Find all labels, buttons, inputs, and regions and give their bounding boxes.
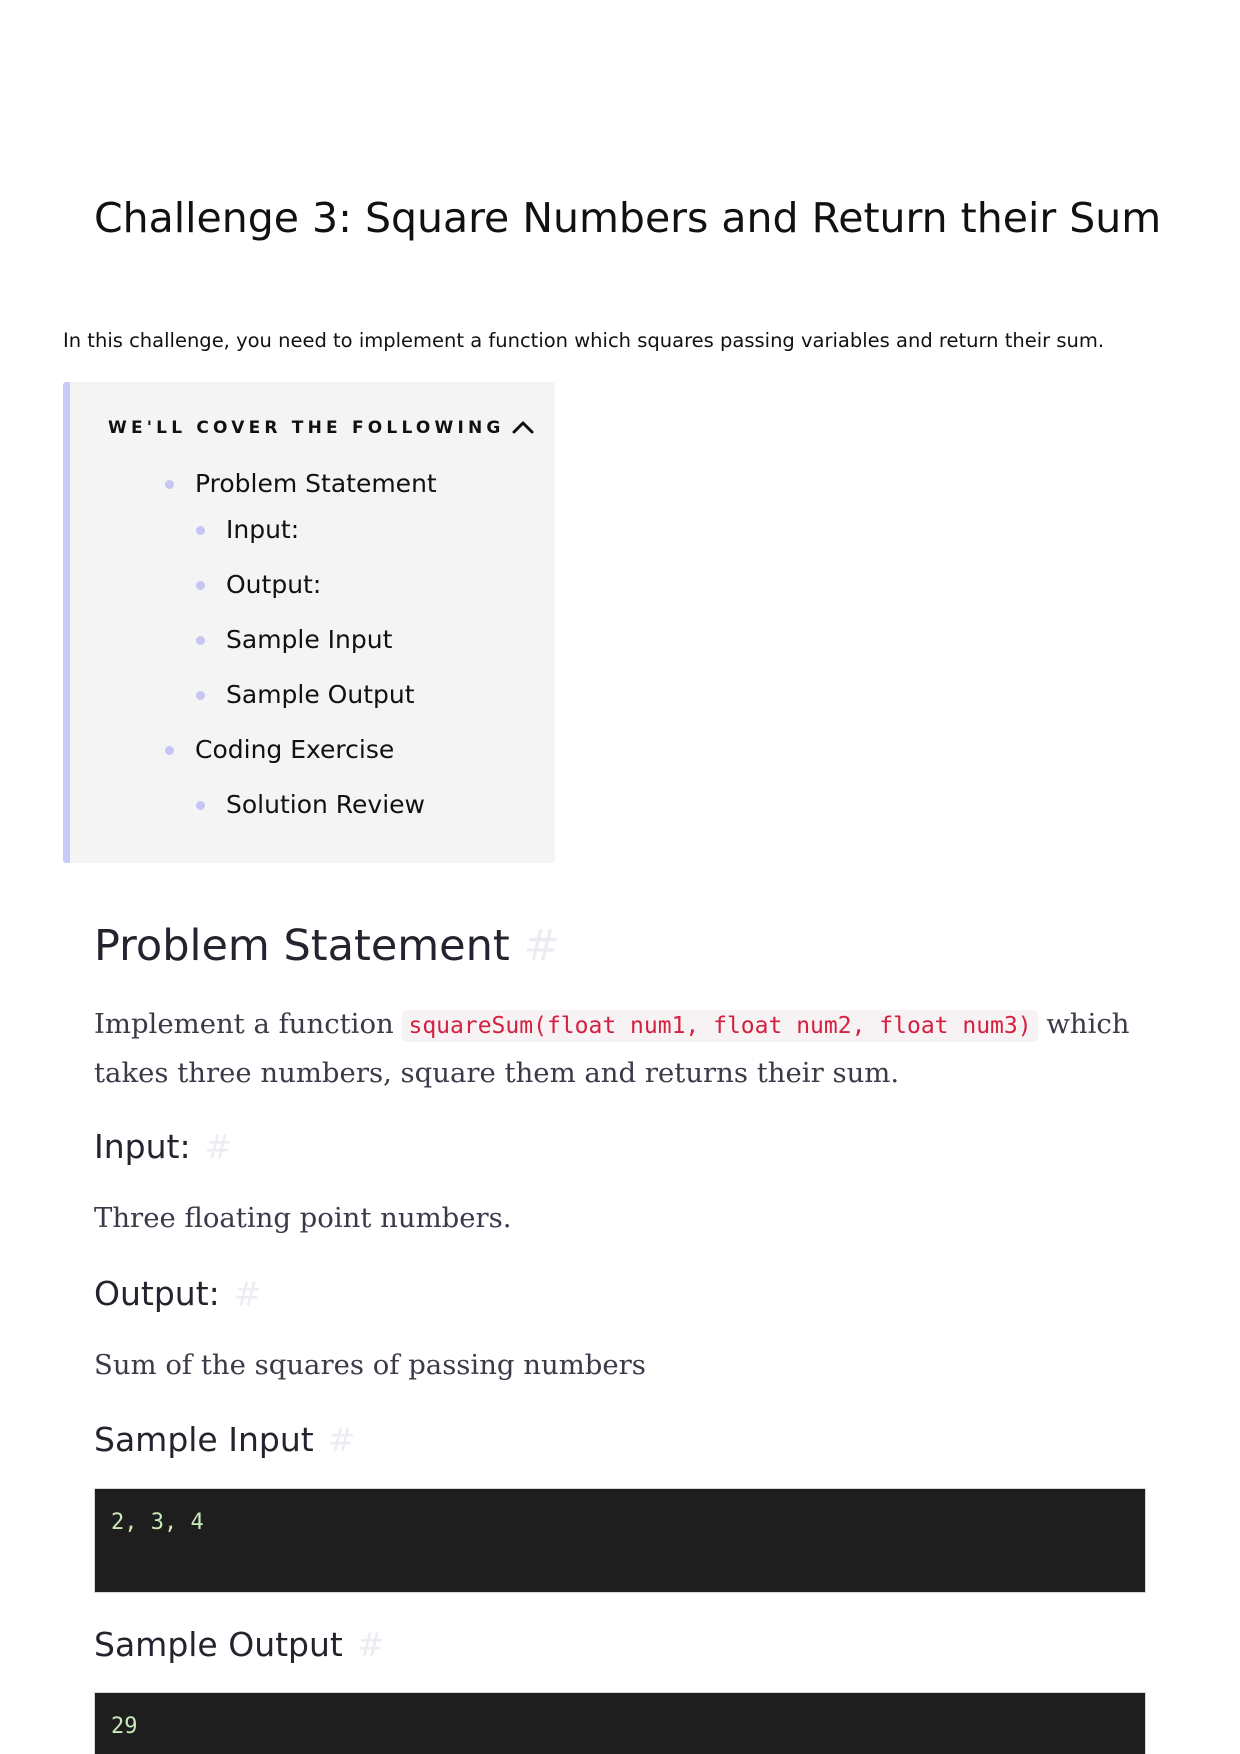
anchor-link[interactable]: # [327, 1420, 356, 1459]
heading-problem-statement [94, 918, 560, 974]
code-text: 29 [111, 1714, 138, 1739]
bullet-icon [165, 746, 174, 755]
bullet-icon [196, 691, 205, 700]
toc-item-label: Input: [226, 515, 300, 544]
toc-item-label: Sample Input [226, 625, 393, 654]
bullet-icon [196, 526, 205, 535]
toc-item-sample-output[interactable] [196, 678, 415, 712]
sample-input-code-block[interactable] [94, 1488, 1146, 1593]
anchor-link[interactable]: # [356, 1625, 385, 1664]
toc-item-label: Output: [226, 570, 322, 599]
toc-item-label: Problem Statement [195, 469, 437, 498]
inline-code: squareSum(float num1, float num2, float num3) [402, 1010, 1037, 1042]
heading-input [94, 1125, 232, 1169]
bullet-icon [196, 801, 205, 810]
heading-text: Problem Statement [94, 921, 510, 971]
anchor-link[interactable]: # [204, 1127, 233, 1166]
chevron-up-icon[interactable] [511, 416, 535, 440]
anchor-link[interactable]: # [233, 1274, 262, 1313]
toc-item-output[interactable] [196, 568, 321, 602]
heading-text: Output: [94, 1274, 220, 1313]
toc-item-label: Solution Review [226, 790, 425, 819]
toc-item-label: Sample Output [226, 680, 415, 709]
heading-text: Sample Output [94, 1625, 343, 1664]
input-text: Three floating point numbers. [94, 1202, 512, 1234]
toc-item-coding-exercise[interactable] [165, 733, 394, 767]
toc-item-input[interactable] [196, 513, 299, 547]
bullet-icon [196, 581, 205, 590]
heading-sample-input [94, 1418, 355, 1462]
table-of-contents [63, 382, 555, 863]
statement-text-after: which takes three numbers, square them and returns their sum. [94, 1008, 1130, 1089]
statement-text-before: Implement a function [94, 1008, 403, 1040]
problem-statement-text [94, 1001, 1154, 1097]
toc-header[interactable] [108, 416, 535, 440]
heading-text: Input: [94, 1127, 191, 1166]
heading-output [94, 1272, 261, 1316]
heading-sample-output [94, 1623, 385, 1667]
toc-item-solution-review[interactable] [196, 788, 425, 822]
intro-text: In this challenge, you need to implement a function which squares passing variables and return their sum. [63, 329, 1105, 352]
toc-item-problem-statement[interactable] [165, 467, 437, 501]
toc-item-sample-input[interactable] [196, 623, 392, 657]
bullet-icon [196, 636, 205, 645]
bullet-icon [165, 480, 174, 489]
output-text: Sum of the squares of passing numbers [94, 1349, 646, 1381]
toc-item-label: Coding Exercise [195, 735, 395, 764]
heading-text: Sample Input [94, 1420, 314, 1459]
page-title: Challenge 3: Square Numbers and Return their Sum [94, 194, 1162, 242]
code-text: 2, 3, 4 [111, 1510, 204, 1535]
toc-header-label: WE'LL COVER THE FOLLOWING [108, 418, 505, 438]
anchor-link[interactable]: # [523, 921, 560, 971]
sample-output-code-block[interactable] [94, 1692, 1146, 1754]
